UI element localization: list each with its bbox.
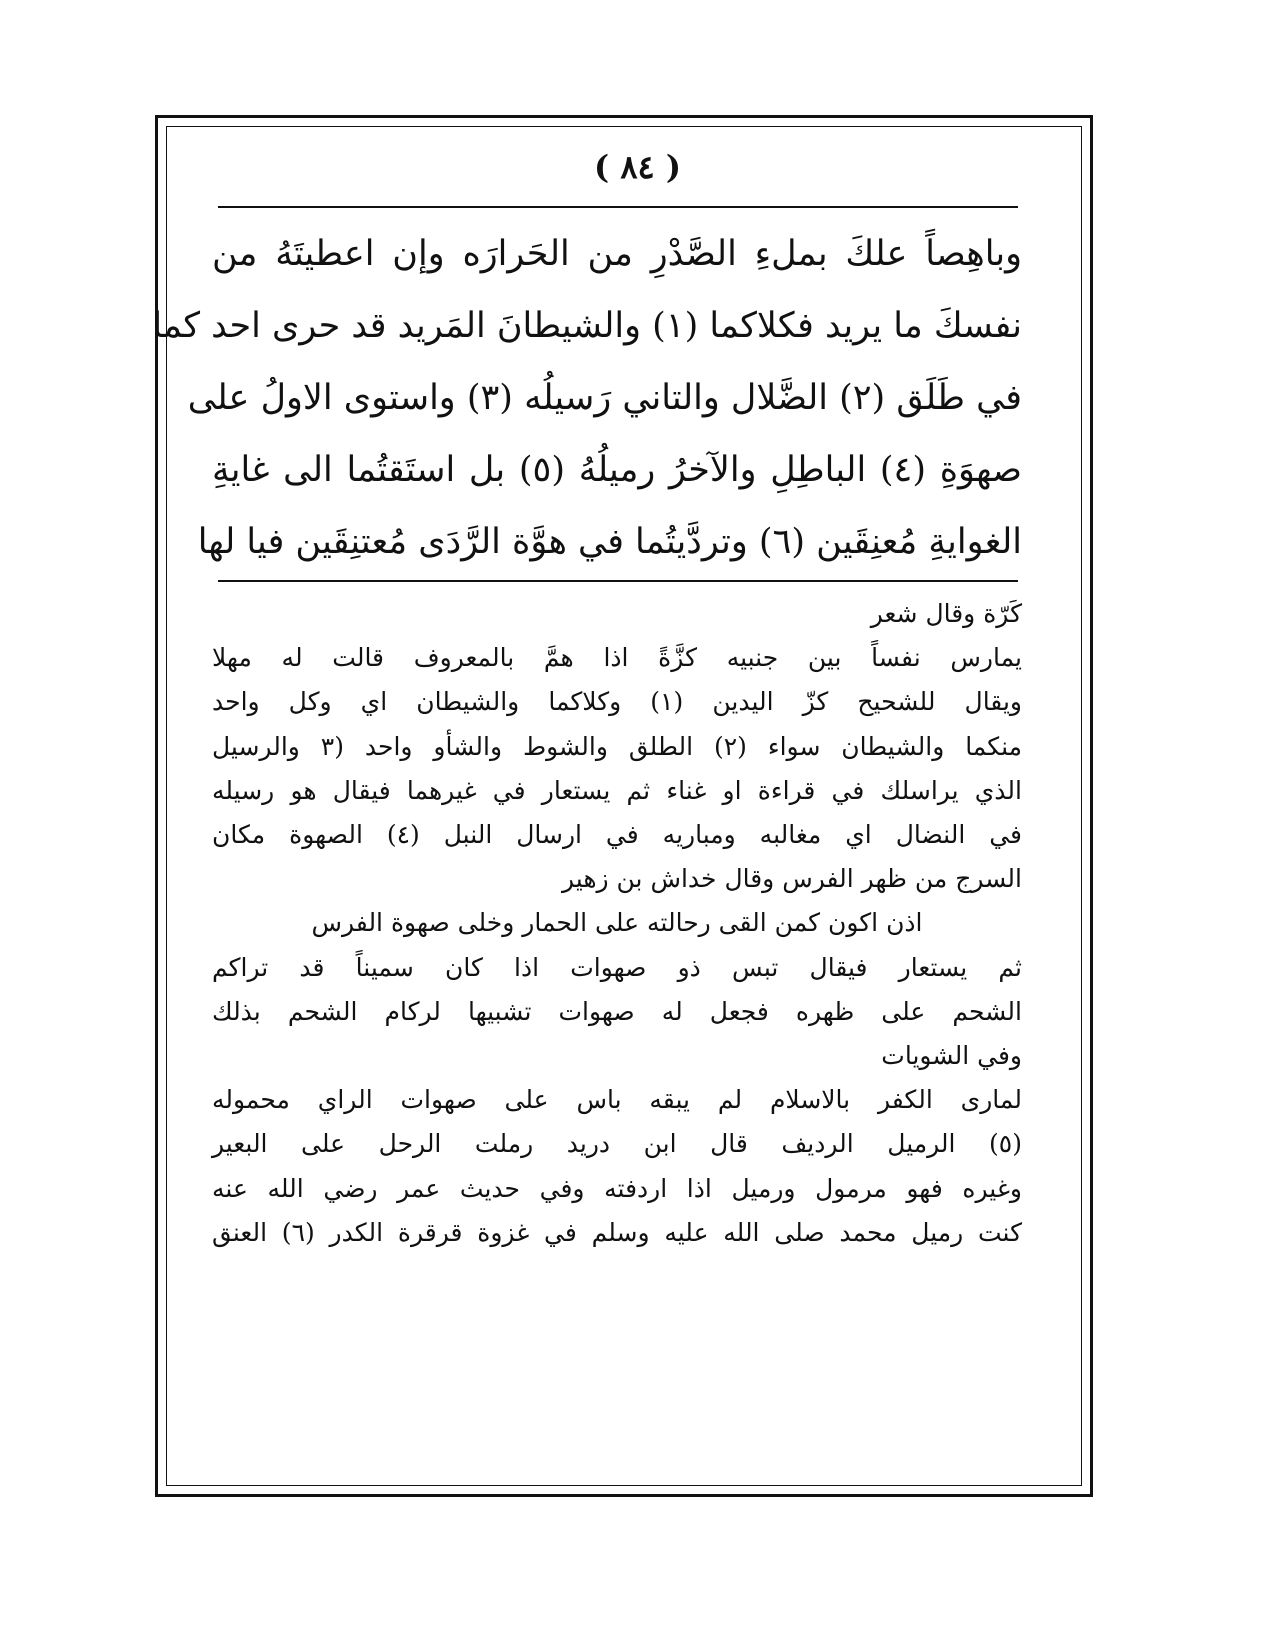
footnote-line: الشحم على ظهره فجعل له صهوات تشبيها لركام الشحم بذلك	[212, 996, 1022, 1026]
page-number: ( ٨٤ )	[594, 148, 681, 186]
footnote-line: (٥) الرميل الرديف قال ابن دريد رملت الرحل على البعير	[212, 1129, 1022, 1159]
footnote-line: كَرّة وقال شعر	[870, 599, 1022, 628]
main-text-line: في طَلَق (٢) الضَّلال والتاني رَسيلُه (٣) واستوى الاولُ على	[187, 378, 1022, 418]
footnote-verse-line: اذن اكون كمن القى رحالته على الحمار وخلى صهوة الفرس	[311, 908, 923, 938]
footnote-line: في النضال اي مغالبه ومباريه في ارسال النبل (٤) الصهوة مكان	[212, 820, 1022, 850]
footnote-line: كنت رميل محمد صلى الله عليه وسلم في غزوة قرقرة الكدر (٦) العنق	[212, 1217, 1022, 1247]
footnote-line: وفي الشويات	[881, 1041, 1022, 1071]
footnote-line: الذي يراسلك في قراءة او غناء ثم يستعار في غيرهما فيقال هو رسيله	[212, 775, 1022, 805]
footnote-line: يمارس نفساً بين جنبيه كزَّةً اذا همَّ بالمعروف قالت له مهلا	[212, 643, 1022, 673]
main-text-line: وباهِصاً علكَ بملءِ الصَّدْرِ من الحَرارَه وإن اعطيتَهُ من	[212, 234, 1022, 274]
footnote-line: ويقال للشحيح كزّ اليدين (١) وكلاكما والشيطان اي وكل واحد	[212, 687, 1022, 717]
main-text-line: الغوايةِ مُعنِقَين (٦) وتردَّيتُما في هوَّة الرَّدَى مُعتنِقَين فيا لها	[197, 522, 1022, 562]
footnote-line: منكما والشيطان سواء (٢) الطلق والشوط والشأو واحد (٣ والرسيل	[212, 731, 1023, 761]
main-text-line: صهوَةِ (٤) الباطِلِ والآخرُ رميلُهُ (٥) بل استَقتُما الى غايةِ	[212, 450, 1022, 490]
footnote-line: وغيره فهو مرمول ورميل اذا اردفته وفي حديث عمر رضي الله عنه	[212, 1173, 1022, 1203]
main-text-line: نفسكَ ما يريد فكلاكما (١) والشيطانَ المَريد قد حرى احد كما	[152, 306, 1022, 346]
footnotes	[212, 592, 1022, 1255]
main-text	[152, 218, 1022, 578]
header-rule	[218, 206, 1018, 208]
footnote-separator-rule	[218, 580, 1018, 582]
footnote-line: السرج من ظهر الفرس وقال خداش بن زهير	[561, 864, 1022, 894]
footnote-verse-line: لمارى الكفر بالاسلام لم يبقه باس على صهوات الراي محموله	[212, 1085, 1022, 1115]
footnote-line: ثم يستعار فيقال تبس ذو صهوات اذا كان سميناً قد تراكم	[212, 952, 1022, 982]
